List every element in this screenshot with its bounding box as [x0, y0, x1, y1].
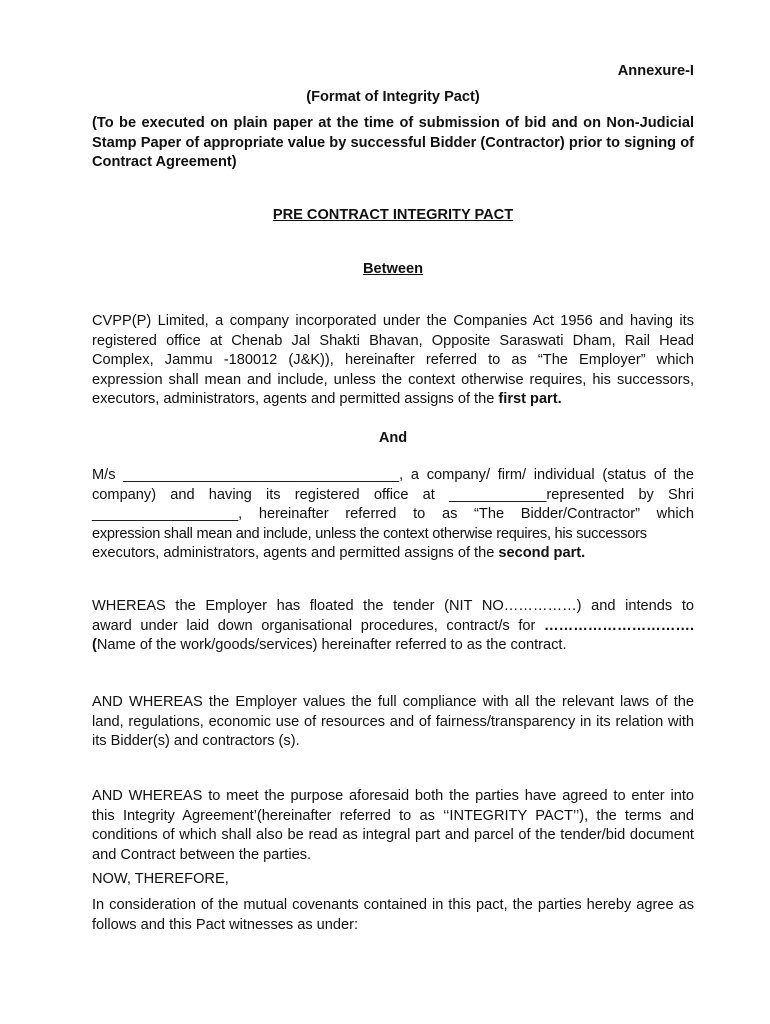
- consideration-paragraph: In consideration of the mutual covenants contained in this pact, the parties hereby agree as follows and this Pact witnesses as under:: [92, 897, 694, 933]
- second-party-line: expression shall mean and include, unless the context otherwise requires, his successors: [92, 525, 647, 542]
- whereas-tender-line: [92, 636, 694, 656]
- second-party-line: M/s __________________________________, a company/ firm/ individual (status of the: [92, 467, 694, 483]
- instruction-note: (To be executed on plain paper at the time of submission of bid and on Non-Judicial Stamp Paper of appropriate value by successful Bidder (Contractor) prior to signing of Contract Agreement): [92, 115, 694, 171]
- whereas-tender-line: [92, 617, 694, 637]
- second-party-line: __________________, hereinafter referred to as “The Bidder/Contractor” which: [92, 506, 694, 523]
- work-placeholder: ………………………….: [544, 617, 694, 634]
- whereas-integrity-paragraph: AND WHEREAS to meet the purpose aforesaid both the parties have agreed to enter into this Integrity Agreement’(hereinafter referred to as ‘‘INTEGRITY PACT’’), the terms and conditions of which shall also be read as integral part and parcel of the tender/bid document and Contract between the parties.: [92, 788, 694, 863]
- whereas-tender-line: WHEREAS the Employer has floated the tender (NIT NO……………) and intends to: [92, 598, 694, 614]
- between-heading: Between: [362, 261, 423, 277]
- second-party-text: executors, administrators, agents and permitted assigns of the: [92, 545, 499, 562]
- first-party-text: CVPP(P) Limited, a company incorporated under the Companies Act 1956 and having its registered office at Chenab Jal Shakti Bhavan, Opposite Saraswati Dham, Rail Head Complex, Jammu -180012 (J&K)), hereinafter referred to as “The Employer” which expression shall mean and include, unless the context otherwise requires, his successors, executors, administrators, agents and permitted assigns of the: [92, 313, 694, 408]
- and-heading: And: [378, 430, 408, 446]
- whereas-tender-paragraph: [92, 597, 694, 656]
- page-title: PRE CONTRACT INTEGRITY PACT: [272, 207, 514, 223]
- second-party-last-line: [92, 544, 694, 564]
- whereas-tender-text: award under laid down organisational procedures, contract/s for: [92, 617, 544, 634]
- second-party-paragraph: [92, 466, 694, 564]
- first-part-emphasis: first part.: [498, 391, 562, 408]
- paren-open: (: [92, 637, 97, 654]
- second-party-line: company) and having its registered office at ____________represented by Shri: [92, 486, 694, 503]
- first-party-paragraph: [92, 312, 694, 410]
- format-line: (Format of Integrity Pact): [306, 89, 480, 105]
- second-part-emphasis: second part.: [498, 545, 586, 562]
- whereas-tender-text: Name of the work/goods/services) hereinafter referred to as the contract.: [96, 637, 567, 654]
- now-therefore-line: NOW, THEREFORE,: [92, 871, 229, 887]
- annexure-label: Annexure-I: [617, 63, 694, 79]
- whereas-compliance-paragraph: AND WHEREAS the Employer values the full compliance with all the relevant laws of the land, regulations, economic use of resources and of fairness/transparency in its relation with its Bidder(s) and contractors (s).: [92, 694, 694, 750]
